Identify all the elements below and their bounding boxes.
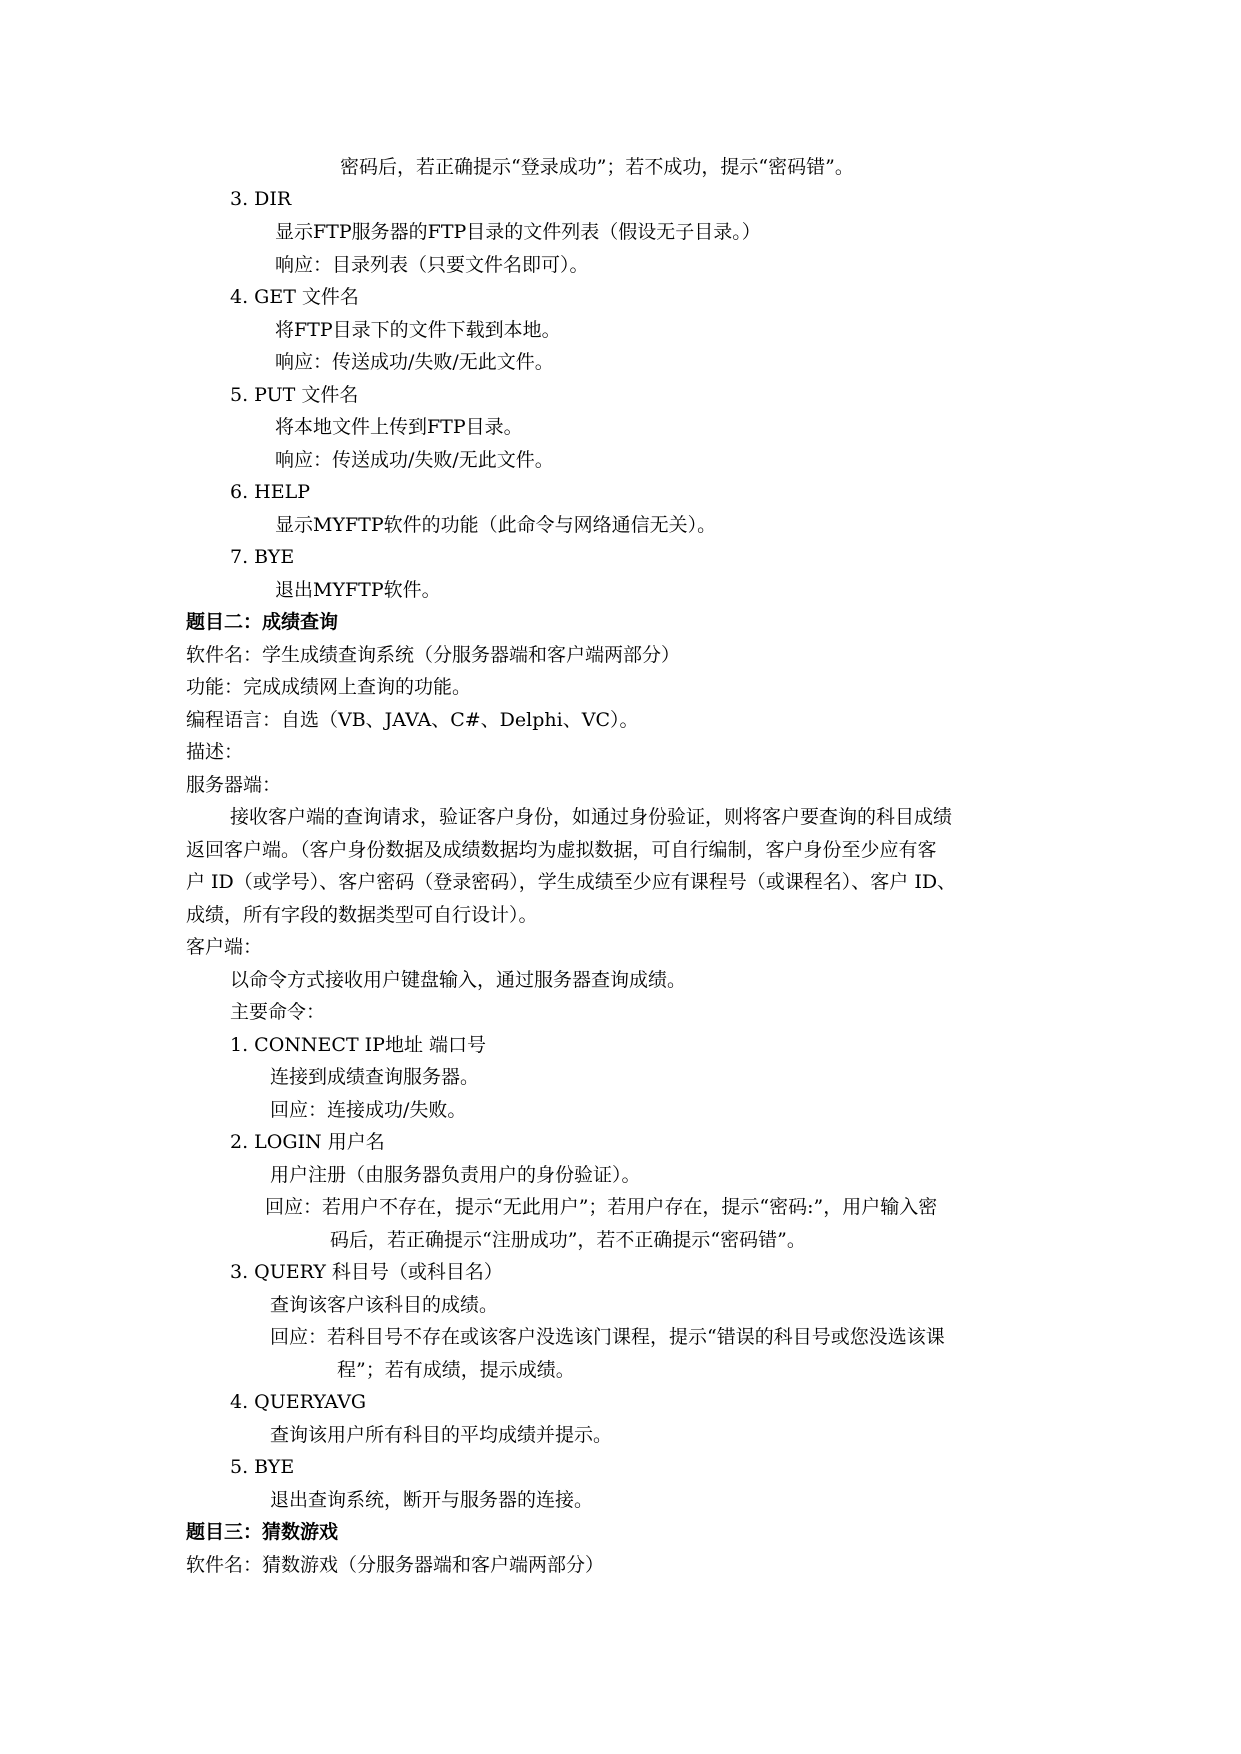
command-title: 4. GET 文件名 (230, 286, 359, 308)
text-line: 程”；若有成绩，提示成绩。 (337, 1359, 575, 1381)
text-line: 编程语言：自选（VB、JAVA、C#、Delphi、VC）。 (186, 709, 639, 731)
command-title: 3. QUERY 科目号（或科目名） (230, 1261, 503, 1283)
text-line: 接收客户端的查询请求，验证客户身份，如通过身份验证，则将客户要查询的科目成绩 (230, 806, 953, 828)
command-title: 7. BYE (230, 546, 295, 568)
text-line: 返回客户端。（客户身份数据及成绩数据均为虚拟数据，可自行编制，客户身份至少应有客 (186, 839, 937, 861)
text-line: 连接到成绩查询服务器。 (270, 1066, 480, 1088)
text-line: 退出MYFTP软件。 (275, 579, 441, 601)
text-line: 码后，若正确提示“注册成功”，若不正确提示“密码错”。 (330, 1229, 806, 1251)
text-line: 描述： (186, 741, 244, 763)
text-line: 将FTP目录下的文件下载到本地。 (275, 319, 561, 341)
text-line: 客户端： (186, 936, 263, 958)
text-line: 响应：目录列表（只要文件名即可）。 (275, 254, 589, 276)
section-heading: 题目三：猜数游戏 (186, 1521, 339, 1543)
text-line: 回应：若科目号不存在或该客户没选该门课程，提示“错误的科目号或您没选该课 (270, 1326, 945, 1348)
text-line: 响应：传送成功/失败/无此文件。 (275, 449, 554, 471)
section-heading: 题目二：成绩查询 (186, 611, 339, 633)
command-title: 3. DIR (230, 188, 292, 210)
text-line: 退出查询系统，断开与服务器的连接。 (270, 1489, 594, 1511)
text-line: 查询该客户该科目的成绩。 (270, 1294, 499, 1316)
command-title: 5. PUT 文件名 (230, 384, 359, 406)
text-line: 以命令方式接收用户键盘输入，通过服务器查询成绩。 (230, 969, 687, 991)
text-line: 响应：传送成功/失败/无此文件。 (275, 351, 554, 373)
command-title: 2. LOGIN 用户名 (230, 1131, 385, 1153)
text-line: 户 ID（或学号）、客户密码（登录密码），学生成绩至少应有课程号（或课程名）、客户 ID、 (186, 871, 957, 893)
command-title: 6. HELP (230, 481, 311, 503)
text-line: 查询该用户所有科目的平均成绩并提示。 (270, 1424, 613, 1446)
command-title: 5. BYE (230, 1456, 295, 1478)
text-line: 密码后，若正确提示“登录成功”；若不成功，提示“密码错”。 (340, 156, 854, 178)
text-line: 回应：若用户不存在，提示“无此用户”；若用户存在，提示“密码:”，用户输入密 (265, 1196, 938, 1218)
text-line: 主要命令： (230, 1001, 326, 1023)
text-line: 将本地文件上传到FTP目录。 (275, 416, 523, 438)
text-line: 回应：连接成功/失败。 (270, 1099, 467, 1121)
command-title: 4. QUERYAVG (230, 1391, 367, 1413)
command-title: 1. CONNECT IP地址 端口号 (230, 1034, 486, 1056)
text-line: 显示FTP服务器的FTP目录的文件列表（假设无子目录。） (275, 221, 761, 243)
text-line: 软件名：学生成绩查询系统（分服务器端和客户端两部分） (186, 644, 681, 666)
text-line: 成绩，所有字段的数据类型可自行设计）。 (186, 904, 538, 926)
text-line: 用户注册（由服务器负责用户的身份验证）。 (270, 1164, 641, 1186)
text-line: 显示MYFTP软件的功能（此命令与网络通信无关）。 (275, 514, 717, 536)
text-line: 功能：完成成绩网上查询的功能。 (186, 676, 472, 698)
text-line: 软件名：猜数游戏（分服务器端和客户端两部分） (186, 1554, 605, 1576)
text-line: 服务器端： (186, 774, 282, 796)
